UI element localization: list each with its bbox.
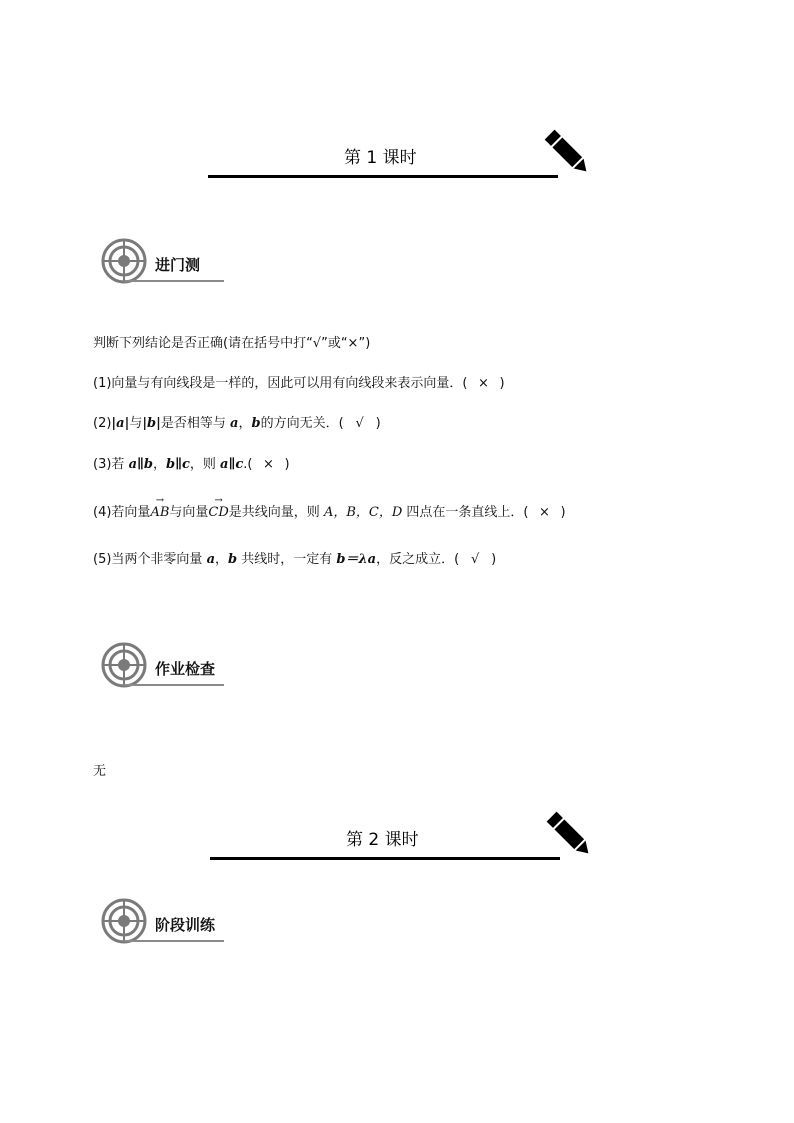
lesson-1-underline	[208, 175, 558, 178]
lesson-2-underline	[210, 857, 560, 860]
quiz-item-5	[93, 548, 496, 567]
answer-mark: √	[355, 416, 364, 431]
item-text: 是共线向量，则	[228, 505, 320, 520]
vector-a: a	[206, 552, 216, 567]
section-title-stage-training: 阶段训练	[155, 916, 216, 934]
close-paren: )	[560, 505, 566, 520]
answer-mark: ×	[478, 376, 489, 391]
answer-mark: ×	[263, 457, 274, 472]
equation-b-lambda-a: b＝λa	[336, 552, 377, 567]
item-text: ，	[152, 457, 166, 472]
item-text: 向量与有向线段是一样的，因此可以用有向线段来表示向量．(	[111, 376, 468, 391]
section-underline	[124, 280, 224, 282]
item-number: (4)	[93, 505, 112, 520]
item-number: (3)	[93, 457, 112, 472]
vector-AB: → AB	[150, 495, 170, 520]
target-icon	[101, 642, 147, 688]
item-text: 四点在一条直线上．(	[406, 505, 529, 520]
close-paren: )	[375, 416, 381, 431]
vector-b: b	[228, 552, 238, 567]
points-ABCD: A，B，C，D	[323, 505, 403, 520]
quiz-instruction: 判断下列结论是否正确(请在括号中打“√”或“×”)	[93, 336, 371, 351]
item-text: 与	[129, 416, 143, 431]
pencil-icon	[543, 127, 593, 179]
answer-mark: √	[470, 552, 480, 567]
section-underline	[124, 940, 224, 942]
quiz-item-3	[93, 453, 290, 472]
answer-mark: ×	[539, 505, 550, 520]
item-text: 是否相等与	[160, 416, 226, 431]
item-text: 与向量	[169, 505, 209, 520]
lesson-2-title: 第 2 课时	[346, 830, 419, 850]
homework-content: 无	[93, 764, 107, 779]
pencil-icon	[545, 809, 595, 861]
section-title-homework-check: 作业检查	[155, 660, 216, 678]
item-text: 共线时，一定有	[241, 552, 333, 567]
item-text: ，反之成立．(	[376, 552, 460, 567]
close-paren: )	[284, 457, 290, 472]
section-underline	[124, 684, 224, 686]
item-text: 的方向无关．(	[260, 416, 344, 431]
item-text: 若	[111, 457, 125, 472]
expr-b-parallel-c: b∥c	[166, 457, 190, 472]
vector-a: a	[230, 416, 239, 431]
close-paren: )	[491, 552, 497, 567]
quiz-item-1	[93, 372, 505, 391]
abs-a: |a|	[111, 416, 130, 431]
vector-b: b	[251, 416, 261, 431]
item-number: (2)	[93, 416, 112, 431]
item-text: 若向量	[111, 505, 151, 520]
target-icon	[101, 238, 147, 284]
lesson-1-title: 第 1 课时	[344, 148, 417, 168]
close-paren: )	[499, 376, 505, 391]
quiz-item-2	[93, 412, 381, 431]
item-text: .(	[243, 457, 253, 472]
quiz-item-4	[93, 495, 566, 520]
item-text: ，	[215, 552, 229, 567]
target-icon	[101, 898, 147, 944]
abs-b: |b|	[142, 416, 161, 431]
item-text: ，则	[189, 457, 216, 472]
expr-a-parallel-b: a∥b	[128, 457, 153, 472]
vector-CD: → CD	[208, 495, 229, 520]
item-number: (1)	[93, 376, 112, 391]
expr-a-parallel-c: a∥c	[220, 457, 244, 472]
item-number: (5)	[93, 552, 112, 567]
vector-arrow: →	[214, 495, 223, 506]
item-text: ，	[238, 416, 252, 431]
vector-arrow: →	[155, 495, 165, 506]
item-text: 当两个非零向量	[111, 552, 203, 567]
section-title-entry-test: 进门测	[155, 256, 201, 274]
